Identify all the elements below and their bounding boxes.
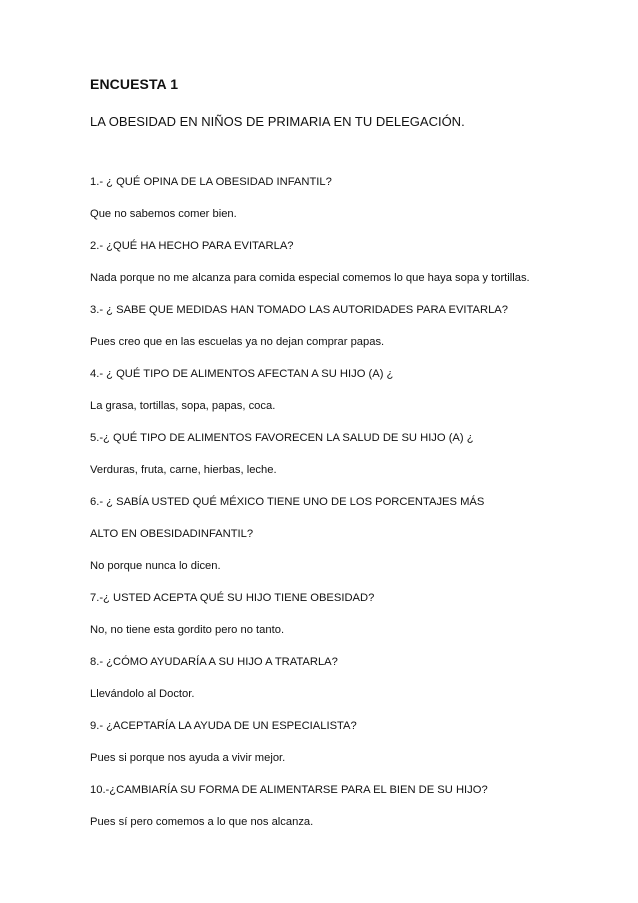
answer-8: Llevándolo al Doctor. [90,688,195,700]
answer-2: Nada porque no me alcanza para comida especial comemos lo que haya sopa y tortillas. [90,272,530,284]
answer-10: Pues sí pero comemos a lo que nos alcanza. [90,816,314,828]
document-subtitle: LA OBESIDAD EN NIÑOS DE PRIMARIA EN TU DELEGACIÓN. [90,114,465,129]
question-6: 6.- ¿ SABÍA USTED QUÉ MÉXICO TIENE UNO DE LOS PORCENTAJES MÁS [90,496,485,508]
question-2: 2.- ¿QUÉ HA HECHO PARA EVITARLA? [90,240,294,252]
question-9: 9.- ¿ACEPTARÍA LA AYUDA DE UN ESPECIALISTA? [90,720,357,732]
question-3: 3.- ¿ SABE QUE MEDIDAS HAN TOMADO LAS AUTORIDADES PARA EVITARLA? [90,304,508,316]
answer-1: Que no sabemos comer bien. [90,208,237,220]
question-5: 5.-¿ QUÉ TIPO DE ALIMENTOS FAVORECEN LA SALUD DE SU HIJO (A) ¿ [90,432,474,444]
question-6-continued: ALTO EN OBESIDADINFANTIL? [90,528,254,540]
question-1: 1.- ¿ QUÉ OPINA DE LA OBESIDAD INFANTIL? [90,176,332,188]
document-title: ENCUESTA 1 [90,76,179,92]
answer-5: Verduras, fruta, carne, hierbas, leche. [90,464,277,476]
answer-4: La grasa, tortillas, sopa, papas, coca. [90,400,276,412]
question-10: 10.-¿CAMBIARÍA SU FORMA DE ALIMENTARSE PARA EL BIEN DE SU HIJO? [90,784,488,796]
question-7: 7.-¿ USTED ACEPTA QUÉ SU HIJO TIENE OBESIDAD? [90,592,375,604]
question-8: 8.- ¿CÓMO AYUDARÍA A SU HIJO A TRATARLA? [90,656,338,668]
answer-9: Pues si porque nos ayuda a vivir mejor. [90,752,286,764]
answer-6: No porque nunca lo dicen. [90,560,221,572]
survey-list [90,174,530,846]
document-page [90,0,530,903]
answer-7: No, no tiene esta gordito pero no tanto. [90,624,285,636]
answer-3: Pues creo que en las escuelas ya no dejan comprar papas. [90,336,385,348]
question-4: 4.- ¿ QUÉ TIPO DE ALIMENTOS AFECTAN A SU HIJO (A) ¿ [90,368,394,380]
